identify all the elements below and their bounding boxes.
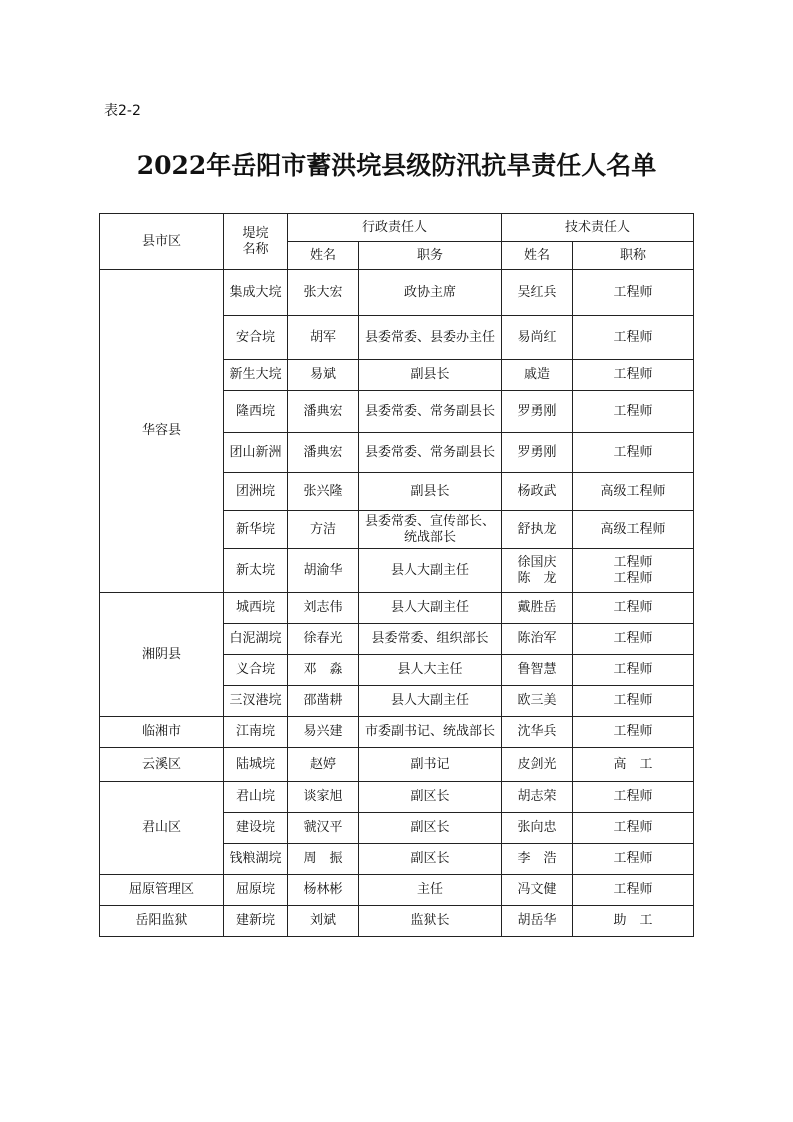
header-embankment-line2: 名称	[242, 241, 269, 257]
tech-name-cell-line: 戚造	[524, 367, 551, 382]
tech-name-cell-line: 杨政武	[517, 483, 557, 499]
admin-name-cell: 张大宏	[288, 270, 359, 316]
embankment-cell: 君山垸	[224, 782, 288, 813]
admin-name-cell: 刘斌	[288, 906, 359, 937]
tech-title-cell-line: 工程师	[613, 851, 653, 866]
tech-title-cell-line: 工程师	[613, 284, 653, 300]
tech-name-cell-line: 胡志荣	[517, 789, 557, 804]
admin-position-cell	[359, 433, 502, 473]
table-body	[100, 270, 694, 937]
admin-name-cell: 赵婷	[288, 748, 359, 782]
tech-title-cell-line: 工程师	[613, 329, 653, 345]
tech-name-cell-line: 鲁智慧	[517, 662, 557, 677]
tech-name-cell-line: 皮剑光	[517, 756, 557, 772]
table-row	[100, 782, 694, 813]
tech-title-cell	[573, 316, 694, 360]
header-tech-group: 技术责任人	[502, 214, 694, 242]
admin-position-cell	[359, 748, 502, 782]
header-embankment	[224, 214, 288, 270]
tech-title-cell-line: 高级工程师	[600, 483, 666, 499]
tech-name-cell	[502, 717, 573, 748]
tech-title-cell	[573, 655, 694, 686]
admin-position-cell	[359, 813, 502, 844]
admin-position-cell-line: 县委常委、组织部长	[371, 631, 489, 646]
county-cell: 岳阳监狱	[100, 906, 224, 937]
tech-name-cell-line: 舒执龙	[517, 521, 557, 537]
embankment-cell: 团洲垸	[224, 473, 288, 511]
tech-title-cell	[573, 549, 694, 593]
header-tech-title: 职称	[573, 242, 694, 270]
tech-title-cell-line: 工程师	[613, 600, 653, 615]
admin-position-cell-line: 县人大主任	[397, 662, 463, 677]
tech-title-cell-line: 工程师	[613, 820, 653, 835]
admin-name-cell: 潘典宏	[288, 433, 359, 473]
tech-name-cell	[502, 782, 573, 813]
tech-title-cell	[573, 593, 694, 624]
admin-position-cell	[359, 473, 502, 511]
tech-name-cell-line: 李 浩	[517, 851, 557, 866]
embankment-cell: 江南垸	[224, 717, 288, 748]
tech-title-cell	[573, 433, 694, 473]
header-admin-position: 职务	[359, 242, 502, 270]
tech-name-cell-line: 罗勇刚	[517, 403, 557, 419]
admin-position-cell-line: 县委常委、县委办主任	[365, 329, 496, 345]
embankment-cell: 新生大垸	[224, 360, 288, 391]
tech-name-cell	[502, 473, 573, 511]
tech-name-cell-line: 戴胜岳	[517, 600, 557, 615]
admin-position-cell-line: 市委副书记、统战部长	[365, 724, 496, 739]
tech-name-cell-line: 徐国庆	[517, 554, 557, 570]
admin-name-cell: 虢汉平	[288, 813, 359, 844]
tech-title-cell	[573, 813, 694, 844]
embankment-cell: 义合垸	[224, 655, 288, 686]
table-row	[100, 748, 694, 782]
admin-position-cell-line: 副区长	[410, 789, 450, 804]
tech-name-cell-line: 罗勇刚	[517, 444, 557, 460]
admin-name-cell: 刘志伟	[288, 593, 359, 624]
tech-name-cell	[502, 813, 573, 844]
admin-position-cell-line: 县人大副主任	[391, 693, 470, 708]
tech-title-cell	[573, 717, 694, 748]
tech-title-cell	[573, 391, 694, 433]
embankment-cell: 建设垸	[224, 813, 288, 844]
embankment-cell: 隆西垸	[224, 391, 288, 433]
tech-name-cell-line: 沈华兵	[517, 724, 557, 739]
tech-title-cell-line: 工程师	[613, 444, 653, 460]
header-admin-name: 姓名	[288, 242, 359, 270]
tech-title-cell-line: 工程师	[613, 631, 653, 646]
tech-name-cell-line: 吴红兵	[517, 284, 557, 300]
header-embankment-line1: 堤垸	[242, 225, 269, 241]
admin-position-cell-line: 副区长	[410, 820, 450, 835]
admin-name-cell: 易斌	[288, 360, 359, 391]
tech-title-cell-line: 工程师	[613, 693, 653, 708]
admin-position-cell-line: 副区长	[410, 851, 450, 866]
admin-position-cell	[359, 782, 502, 813]
tech-name-cell-line: 陈治军	[517, 631, 557, 646]
tech-name-cell	[502, 844, 573, 875]
admin-position-cell	[359, 655, 502, 686]
tech-name-cell	[502, 391, 573, 433]
tech-name-cell	[502, 433, 573, 473]
tech-title-cell	[573, 624, 694, 655]
admin-position-cell	[359, 511, 502, 549]
tech-title-cell-line: 工程师	[613, 662, 653, 677]
tech-title-cell-line: 高级工程师	[600, 521, 666, 537]
admin-name-cell: 邵凿耕	[288, 686, 359, 717]
embankment-cell: 钱粮湖垸	[224, 844, 288, 875]
embankment-cell: 三汊港垸	[224, 686, 288, 717]
admin-position-cell-line: 县委常委、宣传部长、	[365, 513, 496, 529]
admin-position-cell-line: 主任	[417, 882, 444, 897]
table-row	[100, 906, 694, 937]
tech-name-cell	[502, 686, 573, 717]
table-row	[100, 875, 694, 906]
table-row	[100, 593, 694, 624]
tech-title-cell	[573, 782, 694, 813]
tech-title-cell-line: 工程师	[613, 403, 653, 419]
tech-title-cell-line: 助 工	[613, 913, 653, 928]
tech-title-cell-line: 工程师	[613, 789, 653, 804]
admin-position-cell	[359, 624, 502, 655]
tech-name-cell-line: 易尚红	[517, 329, 557, 345]
header-admin-group: 行政责任人	[288, 214, 502, 242]
admin-position-cell-line: 县人大副主任	[391, 562, 470, 578]
admin-position-cell	[359, 686, 502, 717]
tech-title-cell	[573, 844, 694, 875]
tech-title-cell-line: 工程师	[613, 724, 653, 739]
document-title: 2022年岳阳市蓄洪垸县级防汛抗旱责任人名单	[136, 151, 657, 180]
tech-title-cell	[573, 360, 694, 391]
admin-position-cell-line: 统战部长	[404, 529, 457, 545]
admin-position-cell	[359, 906, 502, 937]
admin-position-cell-line: 副县长	[410, 367, 450, 382]
tech-title-cell	[573, 748, 694, 782]
tech-name-cell-line: 陈 龙	[517, 570, 557, 586]
tech-name-cell	[502, 360, 573, 391]
admin-position-cell-line: 县人大副主任	[391, 600, 470, 615]
tech-title-cell-line: 工程师	[613, 367, 653, 382]
tech-name-cell-line: 欧三美	[517, 693, 557, 708]
tech-name-cell-line: 张向忠	[517, 820, 557, 835]
tech-name-cell	[502, 316, 573, 360]
county-cell: 临湘市	[100, 717, 224, 748]
tech-name-cell	[502, 549, 573, 593]
tech-name-cell	[502, 624, 573, 655]
table-label: 表2-2	[104, 103, 141, 119]
county-cell: 君山区	[100, 782, 224, 875]
admin-name-cell: 徐春光	[288, 624, 359, 655]
header-row-1	[100, 214, 694, 242]
county-cell: 华容县	[100, 270, 224, 593]
tech-name-cell-line: 冯文健	[517, 882, 557, 897]
admin-name-cell: 方洁	[288, 511, 359, 549]
tech-name-cell	[502, 593, 573, 624]
header-tech-name: 姓名	[502, 242, 573, 270]
admin-name-cell: 潘典宏	[288, 391, 359, 433]
admin-name-cell: 易兴建	[288, 717, 359, 748]
admin-position-cell-line: 政协主席	[404, 284, 457, 300]
admin-position-cell-line: 县委常委、常务副县长	[365, 444, 496, 460]
admin-name-cell: 邓 淼	[288, 655, 359, 686]
tech-name-cell	[502, 875, 573, 906]
admin-name-cell: 周 振	[288, 844, 359, 875]
county-cell: 云溪区	[100, 748, 224, 782]
admin-name-cell: 杨林彬	[288, 875, 359, 906]
admin-position-cell-line: 县委常委、常务副县长	[365, 403, 496, 419]
embankment-cell: 白泥湖垸	[224, 624, 288, 655]
tech-name-cell	[502, 511, 573, 549]
tech-name-cell	[502, 270, 573, 316]
admin-position-cell	[359, 270, 502, 316]
embankment-cell: 建新垸	[224, 906, 288, 937]
embankment-cell: 新华垸	[224, 511, 288, 549]
embankment-cell: 安合垸	[224, 316, 288, 360]
header-county: 县市区	[100, 214, 224, 270]
admin-position-cell	[359, 316, 502, 360]
admin-name-cell: 谈家旭	[288, 782, 359, 813]
embankment-cell: 团山新洲	[224, 433, 288, 473]
tech-name-cell	[502, 748, 573, 782]
embankment-cell: 陆城垸	[224, 748, 288, 782]
county-cell: 湘阴县	[100, 593, 224, 717]
embankment-cell: 城西垸	[224, 593, 288, 624]
tech-title-cell-line: 高 工	[613, 756, 653, 772]
tech-name-cell-line: 胡岳华	[517, 913, 557, 928]
tech-title-cell-line: 工程师	[613, 554, 653, 570]
admin-position-cell	[359, 717, 502, 748]
embankment-cell: 屈原垸	[224, 875, 288, 906]
admin-position-cell	[359, 593, 502, 624]
tech-title-cell	[573, 270, 694, 316]
admin-position-cell	[359, 360, 502, 391]
tech-title-cell-line: 工程师	[613, 570, 653, 586]
admin-name-cell: 胡渝华	[288, 549, 359, 593]
admin-position-cell	[359, 549, 502, 593]
tech-name-cell	[502, 655, 573, 686]
admin-name-cell: 张兴隆	[288, 473, 359, 511]
tech-title-cell	[573, 686, 694, 717]
embankment-cell: 集成大垸	[224, 270, 288, 316]
admin-position-cell-line: 监狱长	[410, 913, 450, 928]
responsibility-table	[99, 213, 694, 937]
admin-name-cell: 胡军	[288, 316, 359, 360]
tech-title-cell	[573, 875, 694, 906]
table-row	[100, 270, 694, 316]
embankment-cell: 新太垸	[224, 549, 288, 593]
admin-position-cell	[359, 844, 502, 875]
admin-position-cell	[359, 875, 502, 906]
county-cell: 屈原管理区	[100, 875, 224, 906]
admin-position-cell-line: 副县长	[410, 483, 450, 499]
admin-position-cell	[359, 391, 502, 433]
tech-title-cell-line: 工程师	[613, 882, 653, 897]
tech-title-cell	[573, 906, 694, 937]
tech-title-cell	[573, 473, 694, 511]
table-row	[100, 717, 694, 748]
tech-name-cell	[502, 906, 573, 937]
admin-position-cell-line: 副书记	[410, 756, 450, 772]
tech-title-cell	[573, 511, 694, 549]
